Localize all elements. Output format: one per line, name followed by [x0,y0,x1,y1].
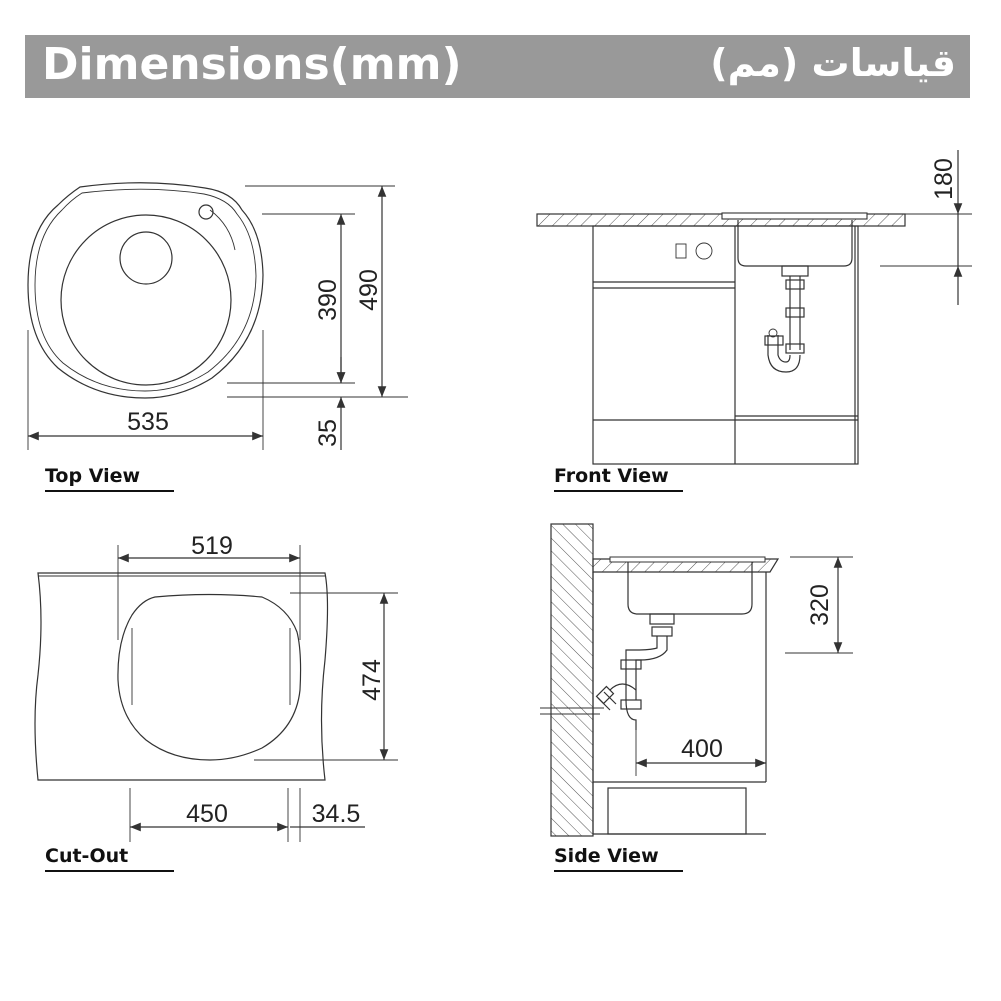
dim-depth: 490 [355,269,383,311]
cutout-view [35,532,398,871]
countertop-panel [35,573,328,780]
front-view [537,150,972,491]
wall [551,524,593,836]
side-view [540,524,853,871]
tap-hole [199,205,213,219]
dim-bowl: 390 [314,279,342,321]
title-persian: قیاسات (مم) [710,41,956,85]
bowl-outline [61,215,231,385]
dim-side-depth: 400 [681,735,723,763]
dim-cutout-width: 519 [191,532,233,560]
label-top-view: Top View [45,465,141,487]
dim-cutout-height: 474 [358,659,386,701]
drain-hole [120,232,172,284]
top-view [28,183,408,491]
dim-width: 535 [127,408,169,436]
sink-rim [722,213,867,219]
cabinet [593,226,858,464]
socket [676,244,686,258]
dim-front-height: 180 [930,158,958,200]
label-side-view: Side View [554,845,659,867]
sink-bowl [738,220,852,266]
dim-cutout-bottom: 450 [186,800,228,828]
drain-trap [765,266,808,372]
dim-cutout-offset: 34.5 [311,800,361,828]
label-front-view: Front View [554,465,669,487]
title-english: Dimensions(mm) [42,39,462,90]
socket-round [696,243,712,259]
cutout-shape [118,595,301,761]
dim-side-height: 320 [806,584,834,626]
dim-offset: 35 [314,419,342,447]
label-cutout: Cut-Out [45,845,129,867]
